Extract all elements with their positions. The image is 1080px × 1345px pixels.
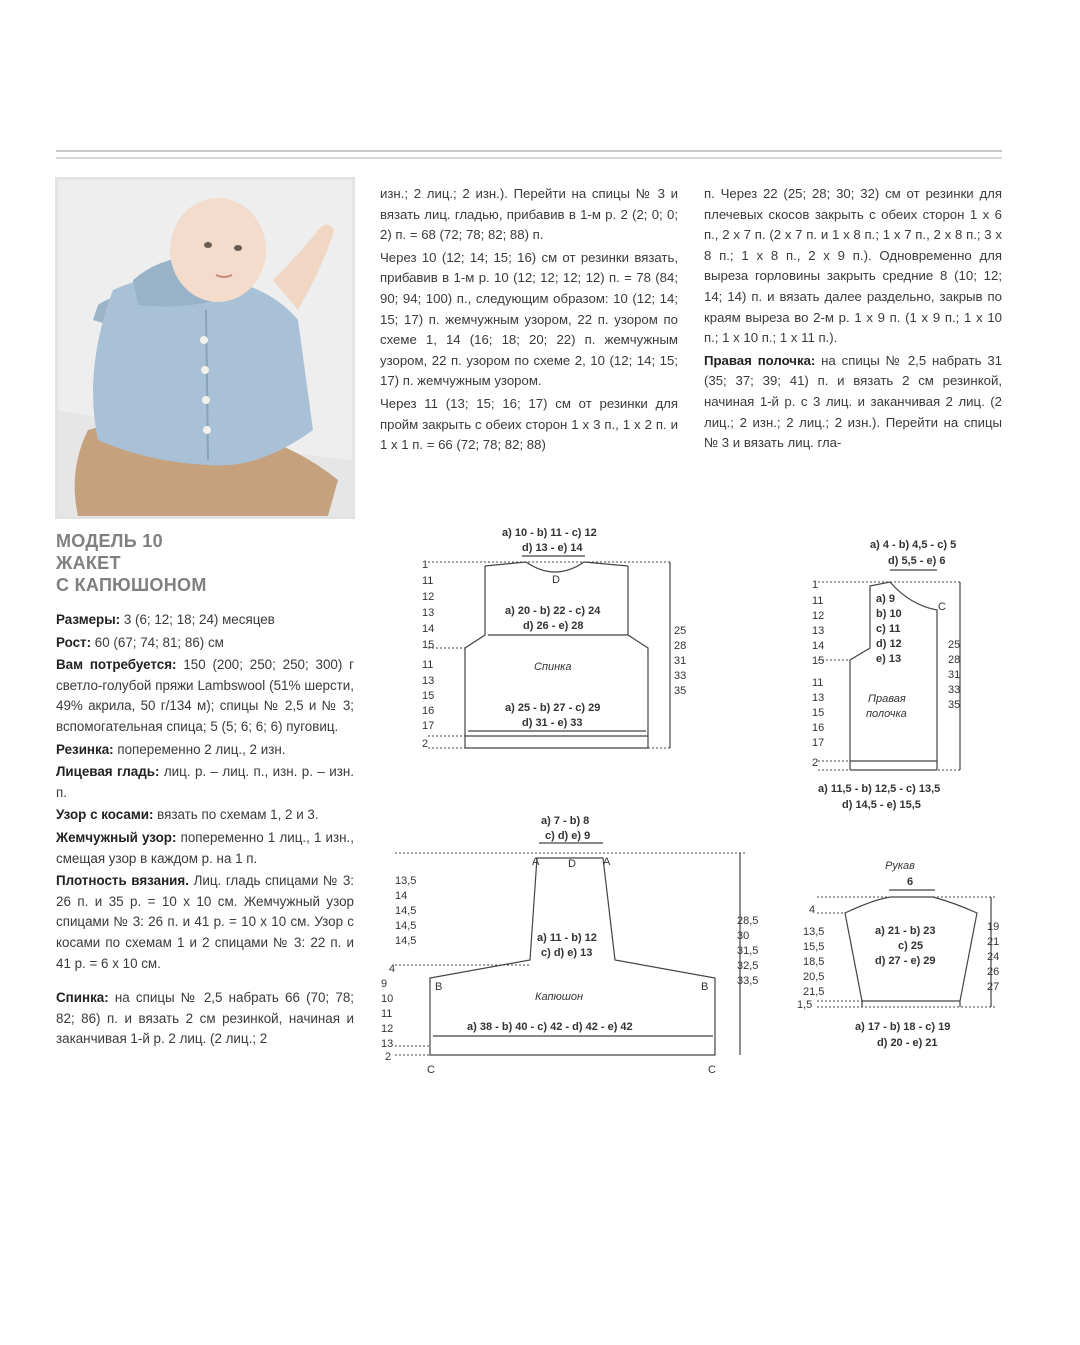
hood-row-label: 14 — [395, 890, 408, 902]
front-row-label: 11 — [812, 595, 824, 607]
hood-row-label: 14,5 — [395, 905, 417, 917]
hood-point-d: D — [568, 858, 576, 870]
back-row-label: 2 — [422, 738, 429, 750]
sleeve-height-label: 27 — [987, 981, 1000, 993]
sleeve-row-label: 15,5 — [803, 941, 825, 953]
hood-height-label: 28,5 — [737, 915, 759, 927]
front-row-label: 11 — [812, 677, 824, 689]
spec-item — [56, 610, 354, 631]
sleeve-bottom-width-2: d) 20 - e) 21 — [877, 1037, 938, 1049]
paragraph-text: на спицы № 2,5 набрать 31 (35; 37; 39; 41) п. и вязать 2 см резинкой, начиная 1-й р. с 3 лиц. и заканчивая 2 лиц. (2 лиц.; 2 изн.; 2 лиц.; 2 изн.). Перейти на спицы № 3 и вязать лиц. гла- — [704, 352, 1002, 451]
hood-row-label: 13 — [381, 1038, 394, 1050]
front-height-label: 35 — [948, 699, 961, 711]
front-height-label: 33 — [948, 684, 961, 696]
front-neck-label: b) 10 — [876, 608, 902, 620]
front-bottom-width-2: d) 14,5 - e) 15,5 — [842, 799, 921, 811]
sleeve-diagram — [795, 855, 1010, 1055]
front-row-label: 15 — [812, 707, 825, 719]
spec-text: попеременно 2 лиц., 2 изн. — [113, 741, 286, 757]
title-line: С КАПЮШОНОМ — [56, 575, 207, 595]
sleeve-row-label: 4 — [809, 904, 816, 916]
sleeve-row-label: 13,5 — [803, 926, 825, 938]
sleeve-row-label: 21,5 — [803, 986, 825, 998]
paragraph — [704, 351, 1002, 454]
front-row-label: 13 — [812, 625, 825, 637]
spec-item — [56, 762, 354, 803]
spec-item — [56, 740, 354, 761]
back-row-label: 17 — [422, 720, 435, 732]
hood-row-label: 11 — [381, 1008, 393, 1020]
front-diagram — [800, 530, 990, 820]
back-row-label: 13 — [422, 675, 435, 687]
back-height-label: 35 — [674, 685, 687, 697]
hood-bottom-width: a) 38 - b) 40 - c) 42 - d) 42 - e) 42 — [467, 1021, 633, 1033]
back-row-label: 11 — [422, 659, 434, 671]
sleeve-bottom-width-1: a) 17 - b) 18 - c) 19 — [855, 1021, 951, 1033]
hood-height-label: 30 — [737, 930, 750, 942]
back-mid-width-2: d) 26 - e) 28 — [523, 620, 584, 632]
sleeve-height-label: 21 — [987, 936, 1000, 948]
back-bottom-width-1: a) 25 - b) 27 - c) 29 — [505, 702, 601, 714]
spec-label: Рост: — [56, 634, 92, 650]
front-label-2: полочка — [866, 708, 907, 720]
front-height-label: 28 — [948, 654, 961, 666]
back-mid-width-1: a) 20 - b) 22 - c) 24 — [505, 605, 601, 617]
front-neck-label: a) 9 — [876, 593, 895, 605]
sleeve-height-label: 26 — [987, 966, 1000, 978]
back-row-label: 15 — [422, 690, 435, 702]
sleeve-mid-width-1: a) 21 - b) 23 — [875, 925, 936, 937]
baby-photo — [58, 180, 352, 516]
text-column-2 — [380, 184, 678, 458]
back-row-label: 16 — [422, 705, 435, 717]
spec-label: Вам потребуется: — [56, 657, 177, 673]
baby-illustration — [58, 180, 352, 516]
spec-label: Резинка: — [56, 741, 114, 757]
text-column-1 — [56, 610, 354, 1052]
back-diagram — [410, 520, 700, 760]
header-rule — [56, 150, 1002, 159]
title-line: МОДЕЛЬ 10 — [56, 531, 163, 551]
model-title — [56, 530, 207, 596]
spec-text: 3 (6; 12; 18; 24) месяцев — [120, 612, 275, 627]
hood-row-label: 9 — [381, 978, 388, 990]
front-row-label: 16 — [812, 722, 825, 734]
hood-row-label: 4 — [389, 963, 396, 975]
spec-label: Размеры: — [56, 612, 121, 627]
paragraph: Через 11 (13; 15; 16; 17) см от резинки для пройм закрыть с обеих сторон 1 х 3 п., 1 х 2 п. и 1 х 1 п. = 66 (72; 78; 82; 88) — [380, 395, 678, 453]
front-point-c: C — [938, 601, 946, 613]
hood-mid-width-2: c) d) e) 13 — [541, 947, 593, 959]
front-height-label: 25 — [948, 639, 961, 651]
front-top-width-2: d) 5,5 - e) 6 — [888, 555, 946, 567]
sleeve-row-label: 18,5 — [803, 956, 825, 968]
sleeve-row-label: 1,5 — [797, 999, 813, 1011]
hood-point-b: B — [701, 981, 709, 993]
spec-label: Узор с косами: — [56, 807, 154, 823]
spec-text: вязать по схемам 1, 2 и 3. — [153, 807, 319, 823]
back-row-label: 1 — [422, 559, 429, 571]
back-row-label: 13 — [422, 607, 435, 619]
back-top-width-2: d) 13 - e) 14 — [522, 542, 583, 554]
back-row-label: 11 — [422, 575, 434, 587]
front-row-label: 14 — [812, 640, 825, 652]
title-line: ЖАКЕТ — [56, 553, 121, 573]
front-row-label: 17 — [812, 737, 825, 749]
hood-label: Капюшон — [535, 991, 584, 1003]
front-neck-label: d) 12 — [876, 638, 902, 650]
front-row-label: 2 — [812, 757, 819, 769]
spec-item — [56, 828, 354, 869]
back-height-label: 25 — [674, 625, 687, 637]
hood-height-label: 32,5 — [737, 960, 759, 972]
back-height-label: 33 — [674, 670, 687, 682]
spec-item — [56, 633, 354, 654]
back-top-width-1: a) 10 - b) 11 - c) 12 — [502, 527, 597, 539]
hood-point-c: C — [427, 1064, 435, 1076]
sleeve-height-label: 24 — [987, 951, 1000, 963]
spec-text: попеременно 1 лиц., 1 изн., смещая узор в каждом р. на 1 п. — [56, 829, 354, 866]
front-label-1: Правая — [868, 693, 906, 705]
sleeve-row-label: 20,5 — [803, 971, 825, 983]
hood-top-width-2: c) d) e) 9 — [545, 830, 591, 842]
hood-point-c: C — [708, 1064, 716, 1076]
paragraph: п. Через 22 (25; 28; 30; 32) см от резинки для плечевых скосов закрыть с обеих сторон 1 х 6 п., 2 х 7 п. (2 х 7 п. и 1 х 8 п.; 1 х 7 п., 2 х 8 п.; 3 х 8 п.; 1 х 8 п., 2 х 9 п.). Одновременно для выреза горловины закрыть средние 8 (10; 12; 14; 14) п. и вязать далее раздельно, закрыв по краям выреза во 2-м р. 1 х 9 п. (1 х 9 п.; 1 х 10 п.; 1 х 10 п.; 1 х 11 п.). — [704, 186, 1002, 346]
front-neck-label: e) 13 — [876, 653, 902, 665]
spec-item — [56, 805, 354, 826]
sleeve-title: Рукав — [885, 860, 915, 872]
paragraph: изн.; 2 лиц.; 2 изн.). Перейти на спицы № 3 и вязать лиц. гладью, прибавив в 1-м р. 2 (2; 0; 0; 2) п. = 68 (72; 78; 82; 88) п. — [380, 186, 678, 243]
sleeve-top-width: 6 — [907, 876, 914, 888]
spec-label: Лицевая гладь: — [56, 764, 160, 780]
front-row-label: 12 — [812, 610, 825, 622]
spec-text: Лиц. гладь спицами № 3: 26 п. и 35 р. = 10 х 10 см. Жемчужный узор спицами № 3: 26 п. и 41 р. = 10 х 10 см. Узор с косами по схемам 1 и 2 спицами № 3: 22 п. и 41 р. = 6 х 10 см. — [56, 873, 354, 971]
hood-row-label: 10 — [381, 993, 394, 1005]
front-row-label: 13 — [812, 692, 825, 704]
spec-text: на спицы № 2,5 набрать 66 (70; 78; 82; 86) п. и вязать 2 см резинкой, начиная и заканчивая 1-й р. 2 лиц. (2 лиц.; 2 — [56, 990, 354, 1047]
hood-row-label: 14,5 — [395, 935, 417, 947]
back-height-label: 28 — [674, 640, 687, 652]
back-height-label: 31 — [674, 655, 687, 667]
section-label: Правая полочка: — [704, 352, 816, 368]
back-row-label: 12 — [422, 591, 435, 603]
spec-item — [56, 988, 354, 1050]
hood-row-label: 14,5 — [395, 920, 417, 932]
front-row-label: 15 — [812, 655, 825, 667]
sleeve-mid-width-2: c) 25 — [898, 940, 924, 952]
spec-text: лиц. р. – лиц. п., изн. р. – изн. п. — [56, 764, 354, 800]
spec-item — [56, 871, 354, 974]
sleeve-height-label: 19 — [987, 921, 1000, 933]
hood-point-a: A — [532, 856, 540, 868]
front-bottom-width-1: a) 11,5 - b) 12,5 - c) 13,5 — [818, 783, 941, 795]
hood-point-a: A — [603, 856, 611, 868]
hood-row-label: 13,5 — [395, 875, 417, 887]
front-row-label: 1 — [812, 579, 819, 591]
paragraph: Через 10 (12; 14; 15; 16) см от резинки вязать, прибавив в 1-м р. 10 (12; 12; 12; 12) п. = 78 (84; 90; 94; 100) п., следующим образом: 10 (12; 14; 15; 17) п. жемчужным узором, 22 п. узором по схеме 1, 14 (16; 18; 20; 22) п. жемчужным узором, 22 п. узором по схеме 2, 10 (12; 14; 15; 17) п. жемчужным узором. — [380, 249, 678, 389]
hood-height-label: 33,5 — [737, 975, 759, 987]
hood-point-b: B — [435, 981, 443, 993]
back-row-label: 15 — [422, 639, 435, 651]
front-top-width-1: a) 4 - b) 4,5 - c) 5 — [870, 539, 957, 551]
spec-text: 60 (67; 74; 81; 86) см — [91, 634, 224, 650]
front-neck-label: c) 11 — [876, 623, 901, 635]
neck-point-d: D — [552, 574, 560, 586]
back-bottom-width-2: d) 31 - e) 33 — [522, 717, 583, 729]
text-column-3 — [704, 184, 1002, 456]
hood-row-label: 2 — [385, 1051, 392, 1063]
hood-diagram — [375, 810, 775, 1085]
front-height-label: 31 — [948, 669, 961, 681]
back-row-label: 14 — [422, 623, 435, 635]
spec-label: Спинка: — [56, 990, 109, 1006]
sleeve-mid-width-3: d) 27 - e) 29 — [875, 955, 936, 967]
hood-mid-width-1: a) 11 - b) 12 — [537, 932, 597, 944]
hood-row-label: 12 — [381, 1023, 394, 1035]
spec-text: 150 (200; 250; 250; 300) г светло-голубой пряжи Lambswool (51% шерсти, 49% акрила, 50 г/134 м); спицы № 2,5 и № 3; вспомогательная спица; 5 (5; 6; 6; 6) пуговиц. — [56, 657, 354, 734]
hood-top-width-1: a) 7 - b) 8 — [541, 815, 590, 827]
hood-height-label: 31,5 — [737, 945, 759, 957]
spec-label: Плотность вязания. — [56, 873, 189, 889]
back-label: Спинка — [534, 661, 572, 673]
spec-item — [56, 655, 354, 737]
spec-label: Жемчужный узор: — [56, 829, 177, 845]
